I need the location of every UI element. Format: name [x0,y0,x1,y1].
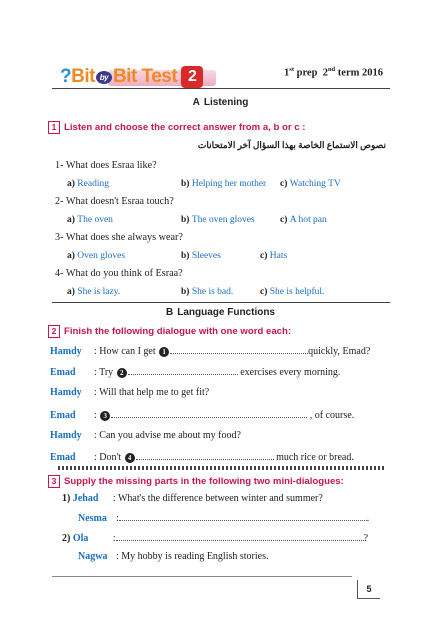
question-2-title: 2 Finish the following dialogue with one word each: [48,325,291,338]
page-number: 5 [357,580,380,599]
blank-1-input[interactable] [170,345,308,354]
test-number-badge: 2 [181,66,203,88]
q1-item-1: 1- What does Esraa like? [55,160,157,171]
dialogue-line-6: Emad : Don't 4 much rice or bread. [50,452,354,463]
q1-item-1-option-b: b) Helping her mother [181,179,267,189]
mini-dialogue-2-line-2: Nagwa : My hobby is reading English stories. [78,551,269,562]
header-divider [52,88,390,89]
question-1-title: 1 Listen and choose the correct answer from a, b or c : [48,121,306,134]
q1-item-3-option-b: b) Sleeves [181,251,221,261]
blank-number-3: 3 [100,411,110,421]
logo-by-badge: by [96,71,112,84]
q1-item-1-options: a) Reading [67,179,109,189]
dialogue-line-3: Hamdy : Will that help me to get fit? [50,387,210,398]
q1-item-1-option-c: c) Watching TV [280,179,341,189]
bit-by-bit-logo [60,66,203,88]
blank-number-4: 4 [125,453,135,463]
arabic-note: نصوص الاستماع الخاصة بهذا السؤال آخر الامتحانات [197,140,386,150]
q1-item-2-option-b: b) The oven gloves [181,215,255,225]
section-b-title: B Language Functions [165,307,275,318]
wavy-divider [58,466,386,470]
term-label: 1st prep 2nd term 2016 [284,66,383,79]
mini-dialogue-1-line-2: Nesma : . [78,513,370,524]
q1-item-4-option-b: b) She is bad. [181,287,234,297]
mini-dialogue-2-line-1: 2) Ola : ? [62,533,369,544]
dialogue-line-1: Hamdy : How can I get 1 quickly, Emad? [50,346,371,357]
blank-2-input[interactable] [128,366,238,375]
dialogue-line-5: Hamdy : Can you advise me about my food? [50,430,241,441]
blank-number-1: 1 [159,347,169,357]
dialogue-line-2: Emad : Try 2 exercises every morning. [50,367,341,378]
q1-item-2-option-a: a) The oven [67,215,113,225]
q1-item-3: 3- What does she always wear? [55,232,183,243]
question-3-title: 3 Supply the missing parts in the following two mini-dialogues: [48,475,344,488]
q1-item-3-option-c: c) Hats [260,251,288,261]
q1-item-2-option-c: c) A hot pan [280,215,327,225]
footer-line [52,576,352,577]
blank-3-input[interactable] [111,409,307,418]
logo-bit-second: Bit [112,66,137,88]
q1-item-4: 4- What do you think of Esraa? [55,268,183,279]
q1-item-3-option-a: a) Oven gloves [67,251,126,261]
logo-question-mark: ? [60,66,72,88]
logo-test: Test [141,66,178,88]
q1-item-4-option-c: c) She is helpful. [260,287,325,297]
q1-item-4-option-a: a) She is lazy. [67,287,121,297]
dialogue-line-4: Emad : 3 , of course. [50,410,355,421]
section-divider [52,302,390,303]
blank-number-2: 2 [117,368,127,378]
nesma-answer-input[interactable] [119,512,367,521]
mini-dialogue-1-line-1: 1) Jehad : What's the difference between winter and summer? [62,493,323,504]
ola-question-input[interactable] [116,532,364,541]
blank-4-input[interactable] [136,451,274,460]
logo-bit: Bit [71,66,95,88]
q1-item-2: 2- What doesn't Esraa touch? [55,196,174,207]
section-a-title: A Listening [192,97,249,108]
